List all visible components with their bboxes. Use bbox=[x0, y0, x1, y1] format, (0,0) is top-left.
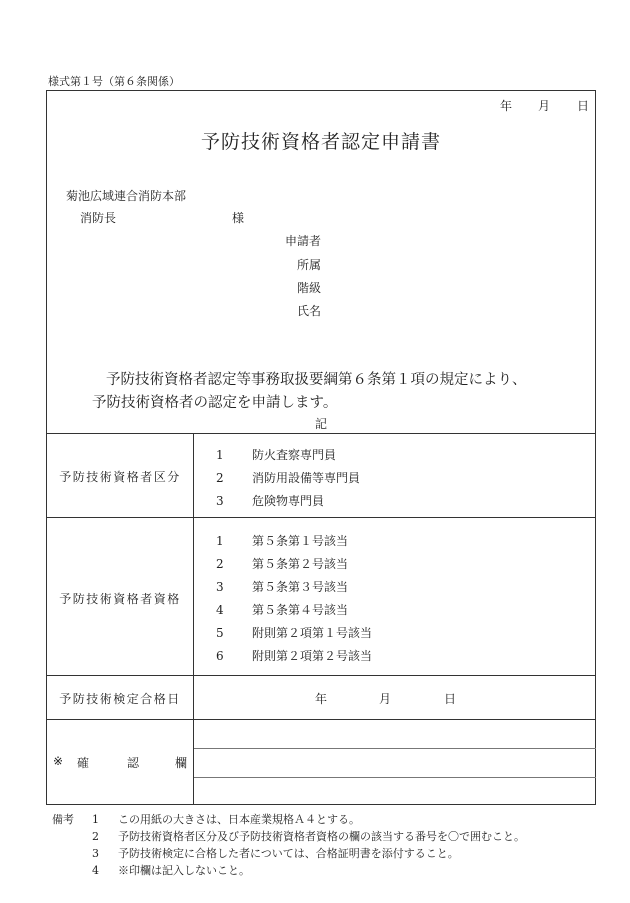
qualification-item-1 bbox=[216, 532, 348, 549]
exam-date-month: 月 bbox=[379, 692, 392, 706]
date-day: 日 bbox=[577, 99, 590, 113]
item-text: 第５条第１号該当 bbox=[252, 534, 349, 548]
item-number: 3 bbox=[216, 580, 224, 594]
exam-date-year: 年 bbox=[315, 692, 328, 706]
item-text: 附則第２項第２号該当 bbox=[252, 649, 373, 663]
item-text: 第５条第４号該当 bbox=[252, 603, 349, 617]
applicant-name: 氏名 bbox=[297, 304, 322, 318]
note-text: 予防技術検定に合格した者については、合格証明書を添付すること。 bbox=[118, 847, 459, 860]
item-text: 第５条第３号該当 bbox=[252, 580, 349, 594]
exam-date-day: 日 bbox=[444, 692, 457, 706]
addressee-position: 消防長 bbox=[80, 211, 117, 225]
form-title: 予防技術資格者認定申請書 bbox=[200, 131, 441, 153]
ki-label: 記 bbox=[315, 417, 328, 431]
item-number: 5 bbox=[216, 626, 224, 640]
item-text: 附則第２項第１号該当 bbox=[252, 626, 373, 640]
confirm-line-2 bbox=[193, 777, 596, 778]
item-number: 1 bbox=[216, 448, 224, 462]
applicant-rank: 階級 bbox=[297, 281, 322, 295]
item-text: 危険物専門員 bbox=[252, 494, 325, 508]
row-divider-2 bbox=[46, 675, 596, 676]
applicant-affiliation: 所属 bbox=[297, 258, 322, 272]
note-text: ※印欄は記入しないこと。 bbox=[118, 864, 250, 877]
confirm-char-1: 確 bbox=[77, 756, 90, 770]
qualification-item-3 bbox=[216, 578, 348, 595]
confirm-mark: ※ bbox=[53, 754, 64, 768]
date-year: 年 bbox=[500, 99, 513, 113]
qualification-item-5 bbox=[216, 624, 372, 641]
item-number: 2 bbox=[216, 557, 224, 571]
note-text: この用紙の大きさは、日本産業規格Ａ４とする。 bbox=[118, 813, 360, 826]
date-month: 月 bbox=[538, 99, 551, 113]
addressee-org: 菊池広域連合消防本部 bbox=[66, 189, 187, 203]
note-number: 4 bbox=[92, 864, 99, 877]
applicant-label: 申請者 bbox=[285, 234, 322, 248]
notes-label: 備考 bbox=[52, 813, 74, 826]
note-text: 予防技術資格者区分及び予防技術資格者資格の欄の該当する番号を〇で囲むこと。 bbox=[118, 830, 525, 843]
note-1 bbox=[92, 811, 360, 827]
row-divider-3 bbox=[46, 719, 596, 720]
qualification-item-6 bbox=[216, 647, 372, 664]
category-item-1 bbox=[216, 446, 336, 463]
confirm-line-1 bbox=[193, 748, 596, 749]
note-number: 1 bbox=[92, 813, 99, 826]
form-number: 様式第１号（第６条関係） bbox=[48, 75, 180, 88]
exam-date-label: 予防技術検定合格日 bbox=[59, 692, 181, 706]
confirm-char-3: 欄 bbox=[175, 756, 188, 770]
item-text: 消防用設備等専門員 bbox=[252, 471, 361, 485]
confirm-char-2: 認 bbox=[127, 756, 140, 770]
note-4 bbox=[92, 862, 250, 878]
category-label: 予防技術資格者区分 bbox=[59, 470, 181, 484]
note-number: 2 bbox=[92, 830, 99, 843]
note-2 bbox=[92, 828, 525, 844]
item-number: 6 bbox=[216, 649, 224, 663]
item-text: 防火査察専門員 bbox=[252, 448, 337, 462]
row-divider-1 bbox=[46, 517, 596, 518]
item-number: 2 bbox=[216, 471, 224, 485]
table-top-border bbox=[46, 433, 596, 434]
body-line-1: 予防技術資格者認定等事務取扱要綱第６条第１項の規定により、 bbox=[106, 372, 527, 388]
note-number: 3 bbox=[92, 847, 99, 860]
item-number: 1 bbox=[216, 534, 224, 548]
qualification-label: 予防技術資格者資格 bbox=[59, 592, 181, 606]
qualification-item-2 bbox=[216, 555, 348, 572]
qualification-item-4 bbox=[216, 601, 348, 618]
item-number: 4 bbox=[216, 603, 224, 617]
item-text: 第５条第２号該当 bbox=[252, 557, 349, 571]
note-3 bbox=[92, 845, 459, 861]
addressee-honorific: 様 bbox=[232, 211, 245, 225]
table-column-divider bbox=[193, 433, 194, 805]
category-item-3 bbox=[216, 492, 324, 509]
category-item-2 bbox=[216, 469, 360, 486]
item-number: 3 bbox=[216, 494, 224, 508]
body-line-2: 予防技術資格者の認定を申請します。 bbox=[92, 395, 338, 411]
